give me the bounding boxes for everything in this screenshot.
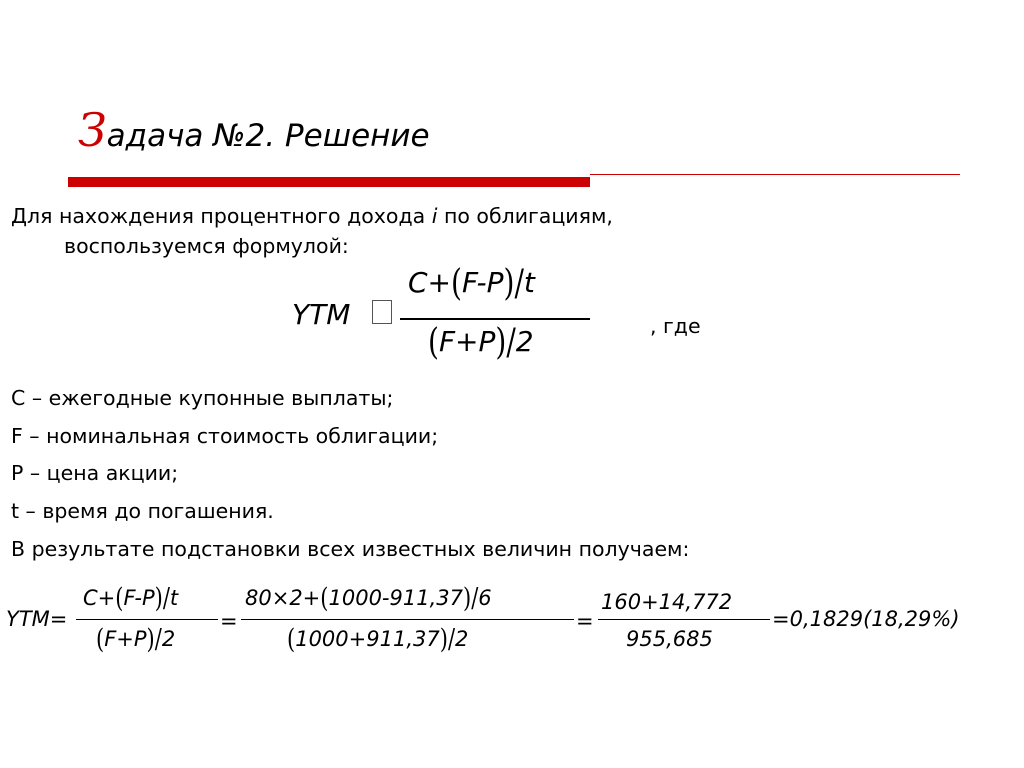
fm-paren-open: ( [451,261,462,304]
fr2-den-slash: / [447,623,456,655]
fr-frac3-denominator: 955,685 [626,627,713,651]
fm-num-minus: -P [476,266,504,299]
fr-frac1-numerator [83,582,179,614]
fr2-num-t: 6 [478,586,492,610]
fr1-num-inner: F-P [123,586,155,610]
substitution-intro: В результате подстановки всех известных величин получаем: [11,537,690,561]
fm-slash: / [514,261,524,304]
title-underline-thick [68,177,590,187]
fm-den-paren-close: ) [495,320,507,363]
fr-frac1-bar [76,619,218,620]
formula-main-denominator [428,320,534,363]
formula-main-numerator [408,261,535,304]
intro-line-1 [11,202,613,230]
where-label: , где [650,314,701,338]
formula-main-lhs: YTM [292,298,351,331]
fr2-den-paren-close: ) [439,623,448,655]
fr1-den-slash: / [154,623,162,655]
fr2-num-inner: 1000-911,37 [328,586,463,610]
fr2-den-two: 2 [455,627,469,651]
fr1-den-paren-close: ) [146,623,155,655]
slide-title [78,100,430,160]
definition-p: P – цена акции; [11,461,179,485]
fm-den-paren-open: ( [428,320,439,363]
fr1-den-inner: F+P [104,627,147,651]
fr2-slash: / [471,582,479,614]
fr-equals-2: = [576,609,594,633]
title-underline-thin [590,174,960,175]
fr1-num-t: t [169,586,179,610]
fr2-paren-close: ) [463,582,472,614]
fr1-num-c: C+ [83,586,116,610]
fr-frac2-denominator [287,623,469,655]
fr-frac3-bar [598,619,770,620]
fr-frac1-denominator [96,623,176,655]
title-initial-letter: З [78,103,107,157]
fr-result: =0,1829(18,29%) [772,607,960,631]
fm-den-expr: F+P [438,325,496,358]
fr-equals-1: = [220,609,238,633]
definition-t: t – время до погашения. [11,499,274,523]
intro-text-b: по облигациям, [437,204,613,228]
formula-result-lhs: YTM= [6,607,68,631]
fr2-paren-open: ( [320,582,329,614]
fr2-den-inner: 1000+911,37 [295,627,440,651]
intro-text-a: Для нахождения процентного дохода [11,204,432,228]
intro-line-2: воспользуемся формулой: [64,234,349,258]
fm-den-slash: / [506,320,516,363]
fm-num-c: C+ [408,266,452,299]
fm-den-two: 2 [515,325,534,358]
missing-glyph-box [372,300,392,324]
fr2-num-pre: 80×2+ [245,586,321,610]
fr1-den-two: 2 [161,627,176,651]
fr-frac3-numerator: 160+14,772 [601,590,733,614]
fr1-slash: / [162,582,170,614]
fr2-den-paren-open: ( [287,623,296,655]
fr-frac2-numerator [245,582,492,614]
intro-var-i: i [431,204,438,228]
definition-f: F – номинальная стоимость облигации; [11,424,439,448]
fm-num-f: F [461,266,477,299]
fr1-paren-close: ) [154,582,163,614]
definition-c: C – ежегодные купонные выплаты; [11,386,394,410]
fm-num-t: t [523,266,535,299]
fr1-den-paren-open: ( [96,623,105,655]
title-text: адача №2. Решение [106,118,430,154]
fr1-paren-open: ( [115,582,124,614]
fr-frac2-bar [241,619,574,620]
fm-paren-close: ) [503,261,515,304]
